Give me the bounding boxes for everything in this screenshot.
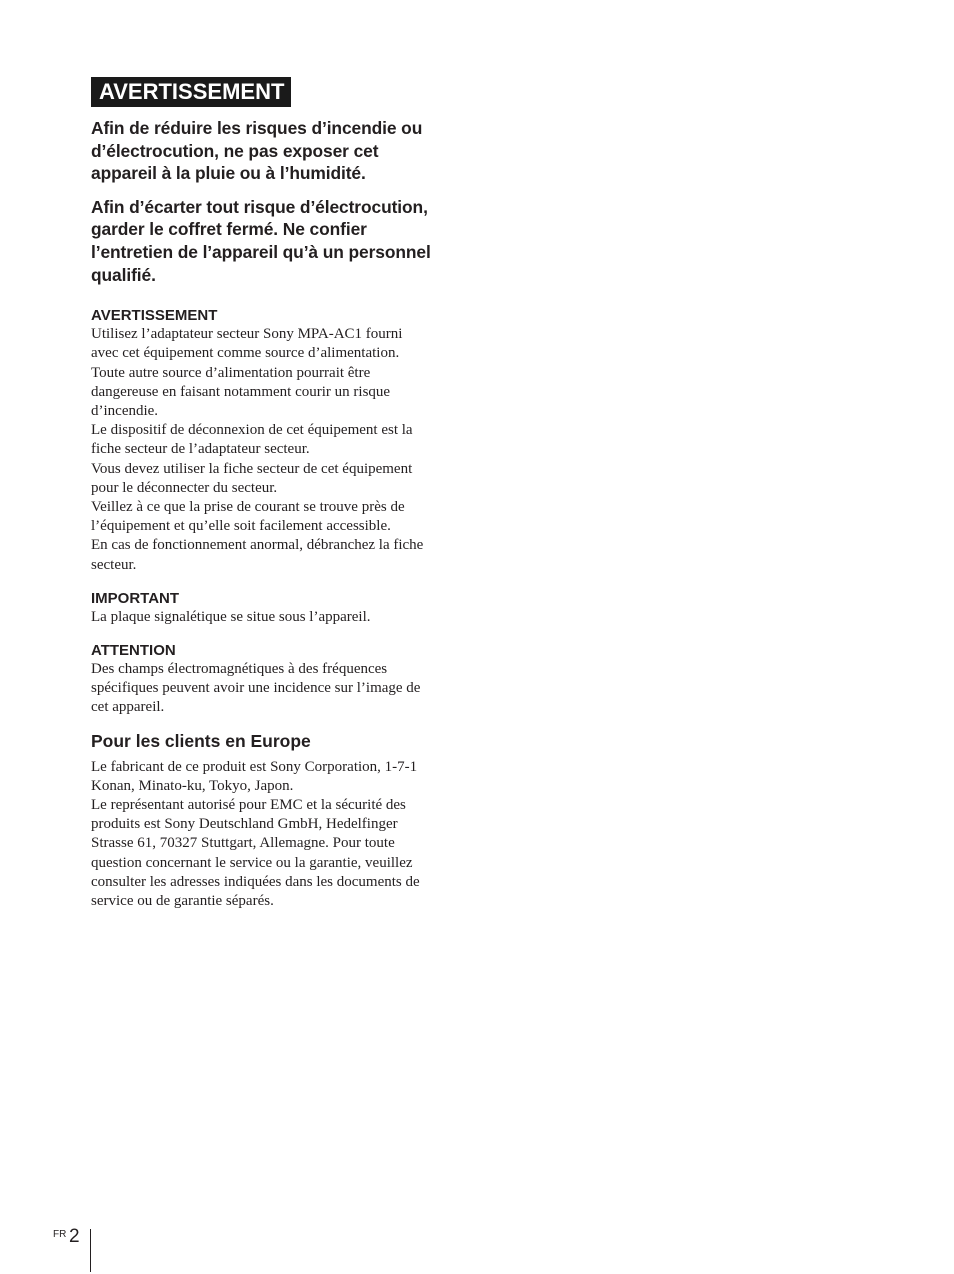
text-line: Vous devez utiliser la fiche secteur de cet équipement (91, 460, 413, 477)
text-line: Utilisez l’adaptateur secteur Sony MPA-AC1 fourni (91, 326, 403, 343)
text-line: l’équipement et qu’elle soit facilement accessible. (91, 518, 391, 535)
text-line: dangereuse en faisant notamment courir un risque (91, 383, 391, 400)
lead-warning-2 (91, 196, 466, 286)
language-code: FR (53, 1229, 67, 1240)
section-body-avertissement (91, 325, 466, 575)
text-line: avec cet équipement comme source d’alimentation. (91, 345, 400, 362)
text-line: En cas de fonctionnement anormal, débranchez la fiche (91, 537, 424, 554)
text-line: cet appareil. (91, 699, 165, 716)
footer-divider (90, 1229, 91, 1272)
lead-line: Afin d’écarter tout risque d’électrocution, (91, 196, 428, 217)
text-line: Le représentant autorisé pour EMC et la sécurité des (91, 797, 406, 814)
text-line: produits est Sony Deutschland GmbH, Hedelfinger (91, 816, 398, 833)
lead-line: l’entretien de l’appareil qu’à un personnel (91, 241, 431, 262)
section-body-important (91, 608, 466, 627)
text-line: consulter les adresses indiquées dans les documents de (91, 873, 420, 890)
text-line: Toute autre source d’alimentation pourrait être (91, 364, 371, 381)
text-line: Konan, Minato-ku, Tokyo, Japon. (91, 777, 294, 794)
page-title: AVERTISSEMENT (91, 77, 291, 107)
lead-warning-1 (91, 117, 466, 185)
text-line: question concernant le service ou la garantie, veuillez (91, 854, 413, 871)
text-line: Le fabricant de ce produit est Sony Corporation, 1-7-1 (91, 758, 418, 775)
text-line: La plaque signalétique se situe sous l’appareil. (91, 608, 371, 625)
text-line: Strasse 61, 70327 Stuttgart, Allemagne. Pour toute (91, 835, 395, 852)
text-line: spécifiques peuvent avoir une incidence sur l’image de (91, 680, 421, 697)
section-heading-important: IMPORTANT (91, 589, 180, 607)
text-line: service ou de garantie séparés. (91, 893, 274, 910)
lead-line: qualifié. (91, 264, 156, 285)
section-heading-avertissement: AVERTISSEMENT (91, 307, 218, 325)
main-column (91, 77, 466, 911)
text-line: Des champs électromagnétiques à des fréquences (91, 661, 388, 677)
lead-line: d’électrocution, ne pas exposer cet (91, 140, 379, 161)
page-footer (53, 1226, 93, 1272)
text-line: Veillez à ce que la prise de courant se trouve près de (91, 498, 405, 515)
text-line: fiche secteur de l’adaptateur secteur. (91, 441, 310, 458)
europe-heading: Pour les clients en Europe (91, 730, 311, 751)
section-body-attention (91, 660, 466, 718)
text-line: secteur. (91, 556, 137, 573)
europe-body (91, 758, 466, 912)
page-number: 2 (69, 1226, 80, 1247)
text-line: Le dispositif de déconnexion de cet équipement est la (91, 422, 413, 439)
lead-line: garder le coffret fermé. Ne confier (91, 219, 367, 240)
text-line: d’incendie. (91, 402, 159, 419)
lead-line: Afin de réduire les risques d’incendie ou (91, 118, 423, 138)
lead-line: appareil à la pluie ou à l’humidité. (91, 163, 366, 184)
section-heading-attention: ATTENTION (91, 642, 176, 659)
text-line: pour le déconnecter du secteur. (91, 479, 278, 496)
